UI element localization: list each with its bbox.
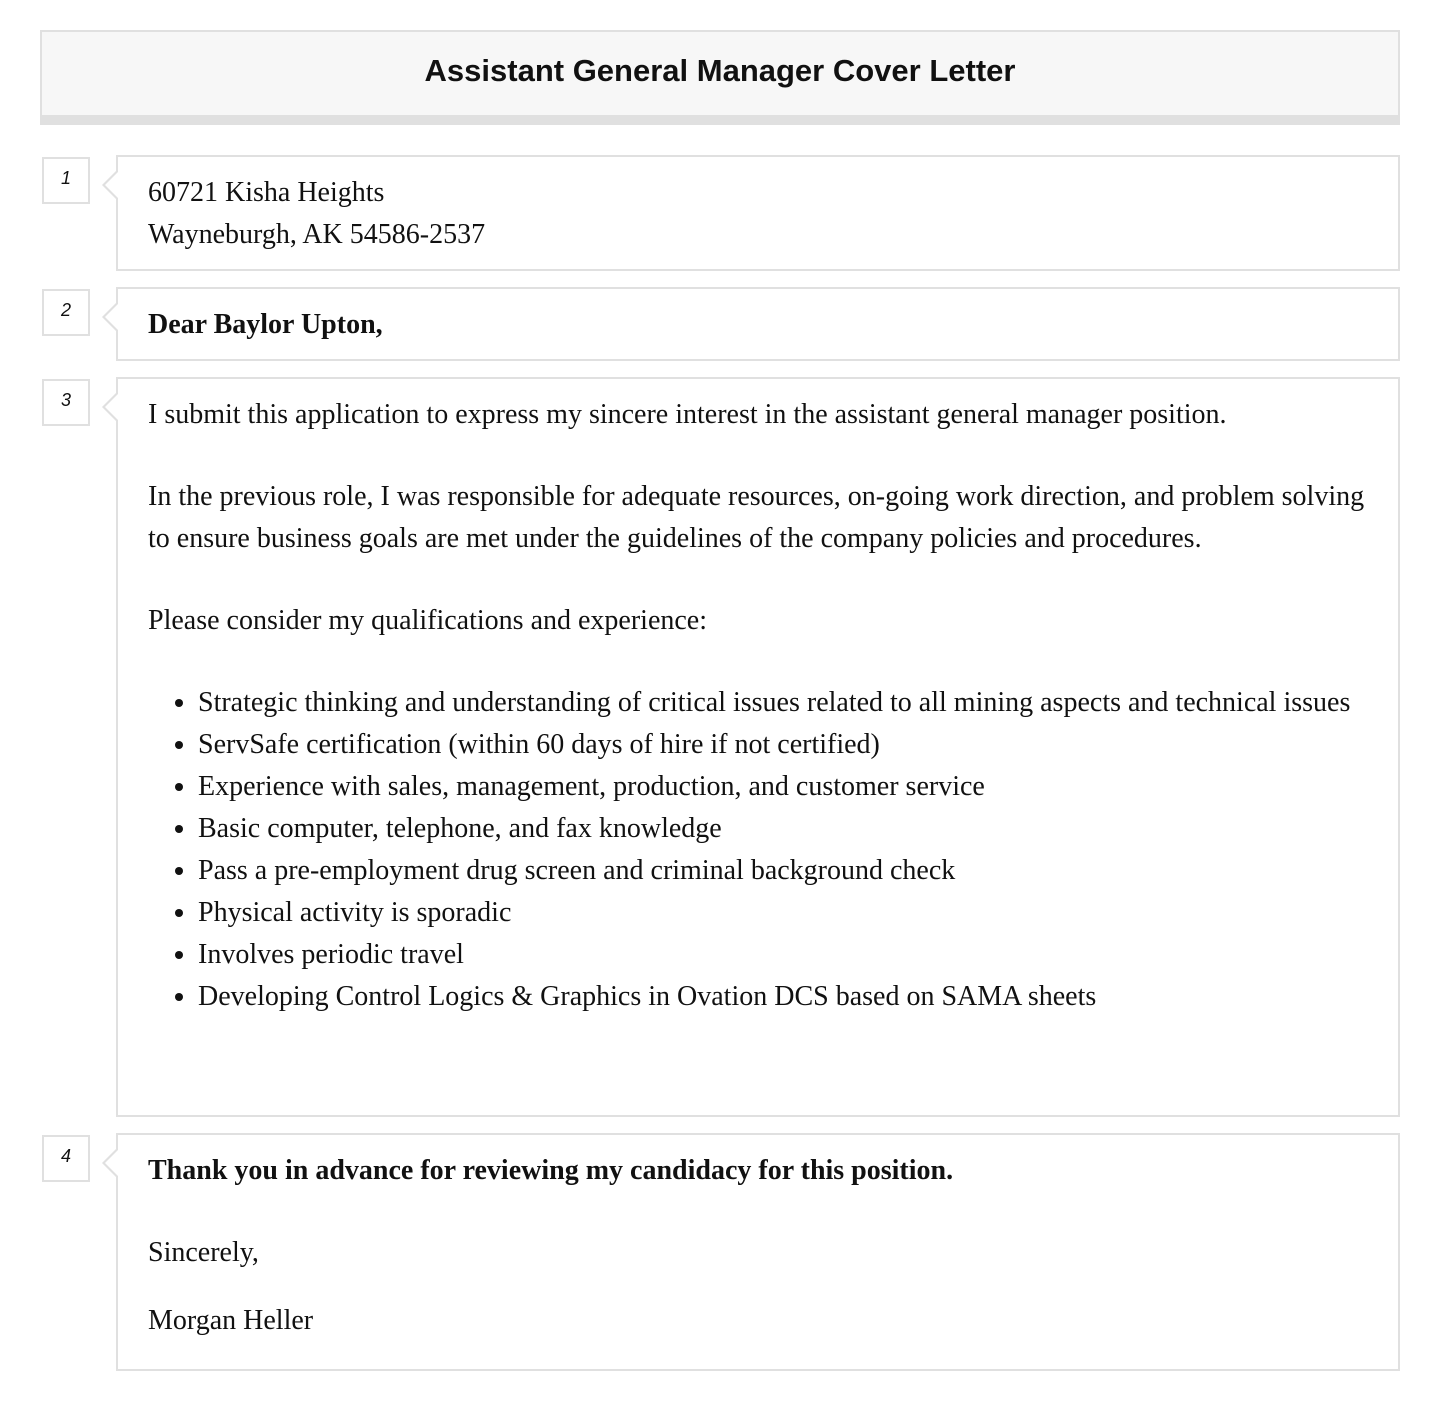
list-item: • Strategic thinking and understanding of critical issues related to all mining aspects and technical issues — [198, 682, 1368, 724]
section-number: 1 — [42, 157, 90, 204]
signature: Morgan Heller — [148, 1305, 314, 1336]
address-line-2: Wayneburgh, AK 54586-2537 — [148, 219, 486, 250]
section-number: 4 — [42, 1135, 90, 1182]
list-item: • Pass a pre-employment drug screen and criminal background check — [198, 850, 1368, 892]
section-content — [116, 1133, 1400, 1371]
section-number: 3 — [42, 379, 90, 426]
section-content — [116, 287, 1400, 361]
section-number: 2 — [42, 289, 90, 336]
sign-off: Sincerely, — [148, 1237, 259, 1268]
qualifications-list — [148, 682, 1368, 1018]
experience-paragraph: In the previous role, I was responsible for adequate resources, on-going work direction, and problem solving to ensure business goals are met under the guidelines of the company policies and procedures. — [148, 481, 1365, 554]
section-content — [116, 155, 1400, 271]
address-line-1: 60721 Kisha Heights — [148, 177, 385, 208]
intro-paragraph: I submit this application to express my sincere interest in the assistant general manager position. — [148, 399, 1227, 430]
closing-statement: Thank you in advance for reviewing my candidacy for this position. — [148, 1155, 954, 1186]
page-title: Assistant General Manager Cover Letter — [424, 52, 1016, 88]
list-item: • Physical activity is sporadic — [198, 892, 1368, 934]
list-item: • Developing Control Logics & Graphics in Ovation DCS based on SAMA sheets — [198, 976, 1368, 1018]
list-item: • Experience with sales, management, production, and customer service — [198, 766, 1368, 808]
list-item: • Involves periodic travel — [198, 934, 1368, 976]
document-header — [40, 30, 1400, 125]
greeting: Dear Baylor Upton, — [148, 309, 383, 340]
list-item: • Basic computer, telephone, and fax knowledge — [198, 808, 1368, 850]
qualifications-lead: Please consider my qualifications and experience: — [148, 605, 708, 636]
section-content — [116, 377, 1400, 1117]
list-item: • ServSafe certification (within 60 days of hire if not certified) — [198, 724, 1368, 766]
